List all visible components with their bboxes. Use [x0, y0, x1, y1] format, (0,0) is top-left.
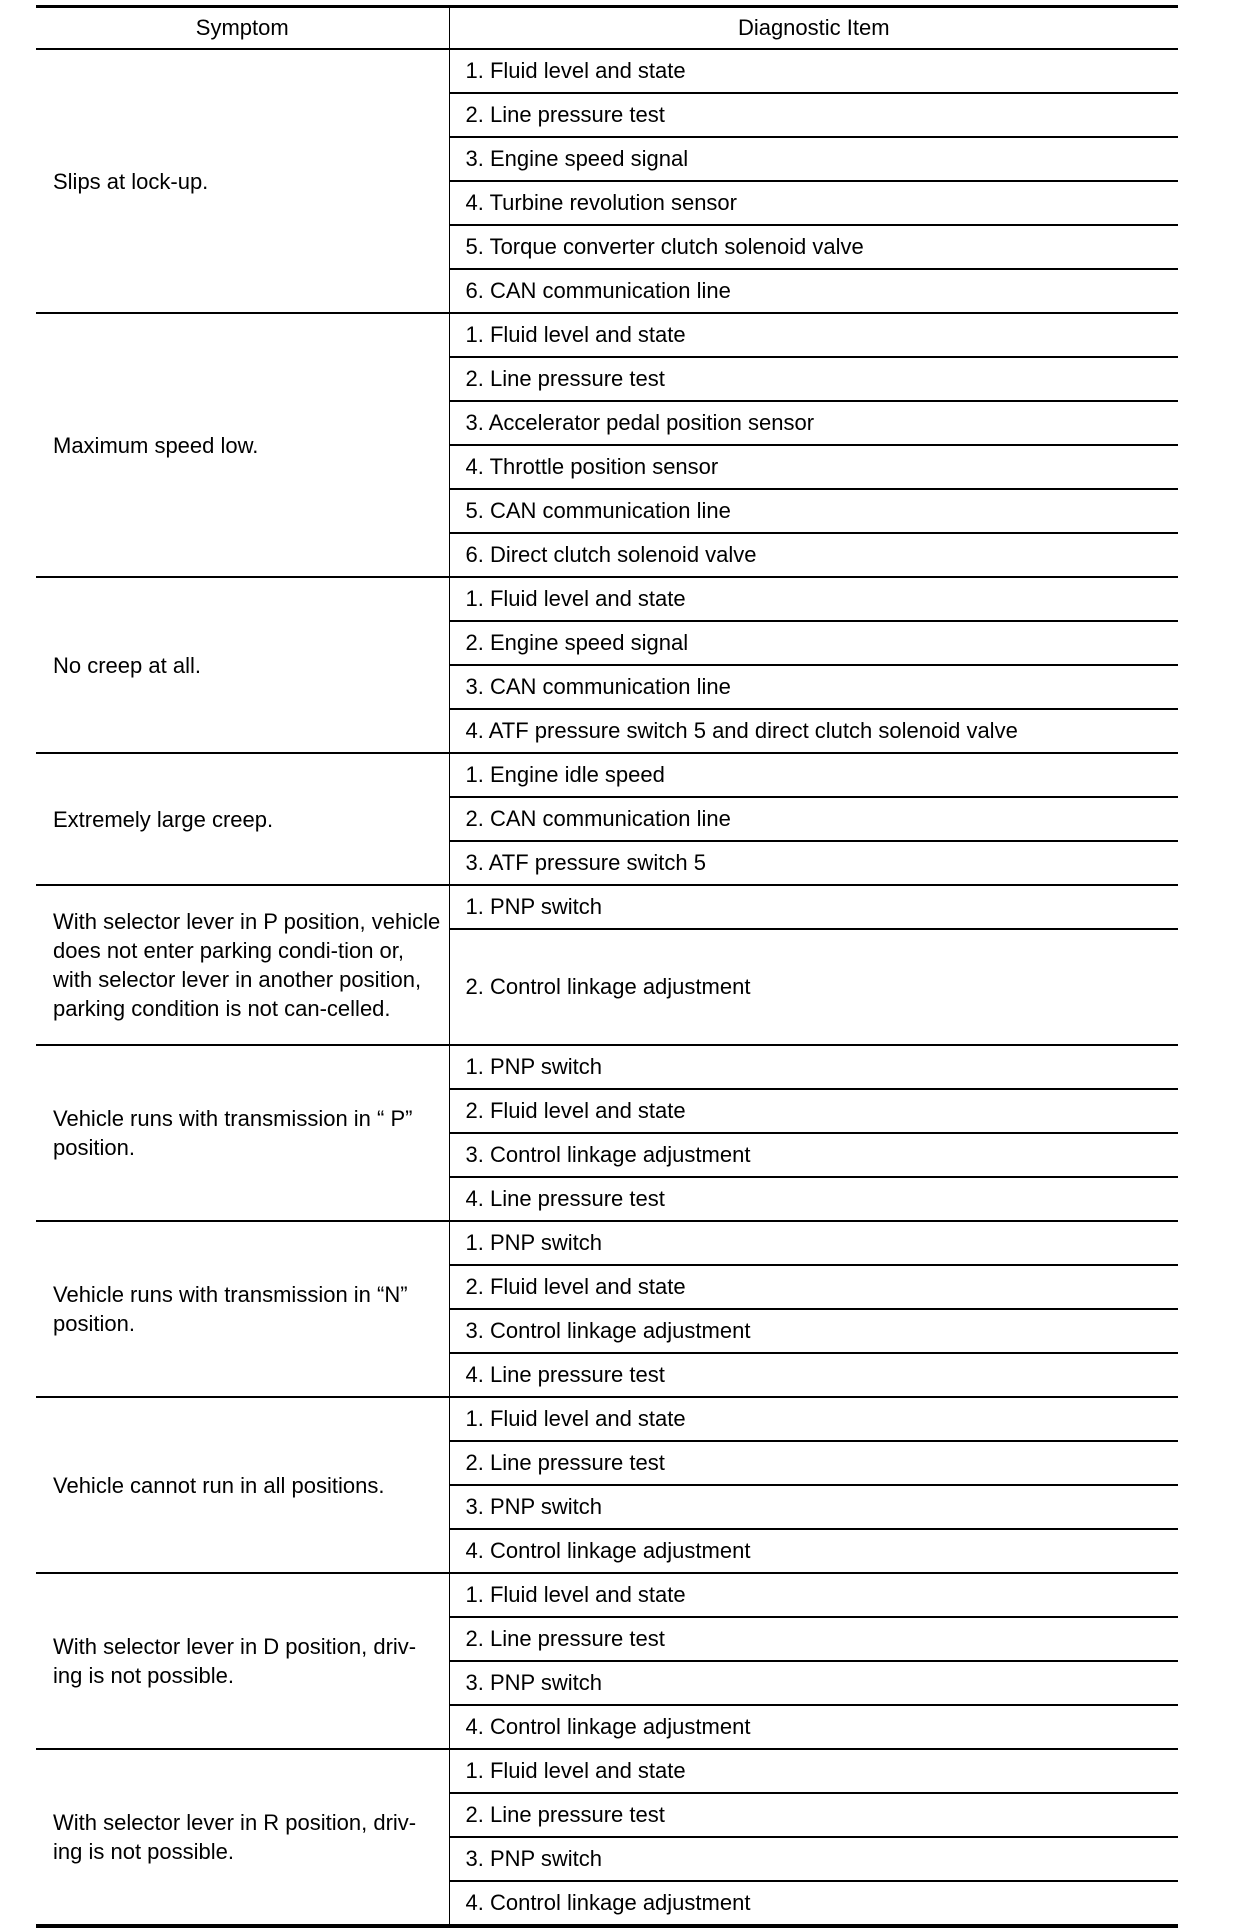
symptom-header: Symptom	[36, 7, 449, 50]
table-row	[36, 885, 1178, 929]
diagnostic-item-cell: 2. Control linkage adjustment	[449, 929, 1178, 1045]
diagnostic-item-cell: 4. Control linkage adjustment	[449, 1705, 1178, 1749]
diagnostic-item-cell: 2. CAN communication line	[449, 797, 1178, 841]
symptom-cell: Vehicle cannot run in all positions.	[36, 1397, 449, 1573]
table-row	[36, 1397, 1178, 1441]
diagnostic-item-cell: 1. Fluid level and state	[449, 577, 1178, 621]
diagnostic-item-cell: 1. Fluid level and state	[449, 1749, 1178, 1793]
diagnostic-item-cell: 1. PNP switch	[449, 885, 1178, 929]
diagnostic-item-cell: 1. Fluid level and state	[449, 313, 1178, 357]
diagnostic-item-cell: 3. PNP switch	[449, 1837, 1178, 1881]
diagnostic-item-cell: 1. Fluid level and state	[449, 49, 1178, 93]
diagnostic-item-cell: 4. Line pressure test	[449, 1177, 1178, 1221]
table-body	[36, 49, 1178, 1926]
diagnostic-item-cell: 2. Line pressure test	[449, 1441, 1178, 1485]
table-row	[36, 1221, 1178, 1265]
diagnostic-item-cell: 2. Line pressure test	[449, 1793, 1178, 1837]
diagnostic-item-cell: 4. ATF pressure switch 5 and direct clutch solenoid valve	[449, 709, 1178, 753]
diagnostic-item-cell: 3. PNP switch	[449, 1661, 1178, 1705]
diagnostic-item-cell: 1. PNP switch	[449, 1221, 1178, 1265]
diagnostic-item-cell: 2. Fluid level and state	[449, 1265, 1178, 1309]
symptom-cell: Slips at lock-up.	[36, 49, 449, 313]
diagnostic-item-header: Diagnostic Item	[449, 7, 1178, 50]
diagnostic-item-cell: 2. Line pressure test	[449, 357, 1178, 401]
diagnostic-item-cell: 1. PNP switch	[449, 1045, 1178, 1089]
diagnostic-item-cell: 4. Control linkage adjustment	[449, 1529, 1178, 1573]
diagnostic-item-cell: 1. Fluid level and state	[449, 1397, 1178, 1441]
diagnostic-item-cell: 2. Fluid level and state	[449, 1089, 1178, 1133]
symptom-cell: No creep at all.	[36, 577, 449, 753]
diagnostic-item-cell: 1. Fluid level and state	[449, 1573, 1178, 1617]
symptom-cell: Maximum speed low.	[36, 313, 449, 577]
diagnostic-item-cell: 4. Throttle position sensor	[449, 445, 1178, 489]
diagnostic-item-cell: 6. CAN communication line	[449, 269, 1178, 313]
diagnostic-item-cell: 3. ATF pressure switch 5	[449, 841, 1178, 885]
table-row	[36, 313, 1178, 357]
table-row	[36, 577, 1178, 621]
symptom-cell: Vehicle runs with transmission in “N” position.	[36, 1221, 449, 1397]
diagnostic-item-cell: 2. Line pressure test	[449, 1617, 1178, 1661]
diagnostic-item-cell: 3. Engine speed signal	[449, 137, 1178, 181]
table-row	[36, 1749, 1178, 1793]
diagnostic-item-cell: 1. Engine idle speed	[449, 753, 1178, 797]
table-row	[36, 1573, 1178, 1617]
diagnostic-table	[36, 5, 1178, 1928]
diagnostic-item-cell: 5. CAN communication line	[449, 489, 1178, 533]
diagnostic-item-cell: 2. Engine speed signal	[449, 621, 1178, 665]
diagnostic-item-cell: 4. Turbine revolution sensor	[449, 181, 1178, 225]
symptom-cell: With selector lever in D position, driv-ing is not possible.	[36, 1573, 449, 1749]
diagnostic-item-cell: 2. Line pressure test	[449, 93, 1178, 137]
table-row	[36, 49, 1178, 93]
symptom-cell: Extremely large creep.	[36, 753, 449, 885]
diagnostic-item-cell: 3. Control linkage adjustment	[449, 1133, 1178, 1177]
symptom-cell: Vehicle runs with transmission in “ P” position.	[36, 1045, 449, 1221]
diagnostic-item-cell: 4. Control linkage adjustment	[465, 1890, 751, 1915]
diagnostic-item-cell: 6. Direct clutch solenoid valve	[449, 533, 1178, 577]
diagnostic-item-cell: 3. Control linkage adjustment	[449, 1309, 1178, 1353]
symptom-cell: With selector lever in P position, vehicle does not enter parking condi-tion or, with selector lever in another position, parking condition is not can-celled.	[36, 885, 449, 1045]
table-row	[36, 753, 1178, 797]
diagnostic-item-cell: 3. Accelerator pedal position sensor	[449, 401, 1178, 445]
header-row	[36, 7, 1178, 50]
diagnostic-item-cell: 3. PNP switch	[449, 1485, 1178, 1529]
diagnostic-item-cell: 5. Torque converter clutch solenoid valve	[449, 225, 1178, 269]
table-row	[36, 1045, 1178, 1089]
symptom-cell: With selector lever in R position, driv-ing is not possible.	[36, 1749, 449, 1926]
diagnostic-item-cell: 3. CAN communication line	[449, 665, 1178, 709]
diagnostic-item-cell: 4. Line pressure test	[449, 1353, 1178, 1397]
